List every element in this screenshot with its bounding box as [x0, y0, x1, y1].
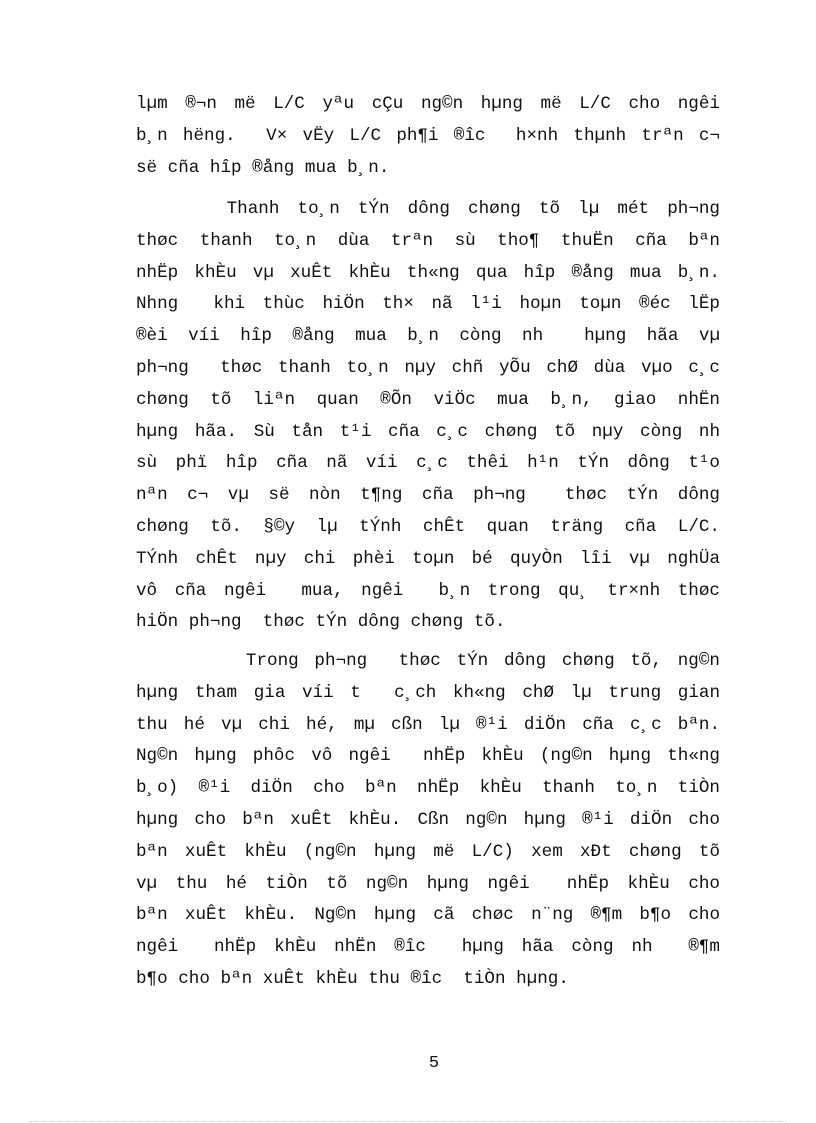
- paragraph-line: vô cña ngêi mua, ngêi b¸n trong qu¸ tr×nh thøc: [136, 580, 720, 601]
- paragraph-line: hµng cho bªn xuÊt khÈu. Cßn ng©n hµng ®¹i diÖn cho: [136, 809, 720, 830]
- page-number: 5: [428, 1054, 440, 1073]
- paragraph-line: Ng©n hµng phôc vô ngêi nhËp khÈu (ng©n hµng th«ng: [136, 746, 720, 767]
- paragraph-line: nhËp khÈu vµ xuÊt khÈu th«ng qua hîp ®ång mua b¸n.: [136, 262, 720, 283]
- paragraph-line: nªn c¬ vµ së nòn t¶ng cña ph¬ng thøc tÝn dông: [136, 485, 720, 506]
- paragraph-line: thu hé vµ chi hé, mµ cßn lµ ®¹i diÖn cña c¸c bªn.: [136, 714, 720, 735]
- paragraph-line: bªn xuÊt khÈu (ng©n hµng më L/C) xem xÐt chøng tõ: [136, 841, 720, 862]
- paragraph-line: Thanh to¸n tÝn dông chøng tõ lµ mét ph¬ng: [136, 199, 720, 219]
- paragraph-line: b¶o cho bªn xuÊt khÈu thu ®îc tiÒn hµng.: [136, 968, 569, 989]
- paragraph-line: hµng hãa. Sù tån t¹i cña c¸c chøng tõ nµy còng nh: [136, 421, 720, 442]
- paragraph-line: chøng tõ liªn quan ®Õn viÖc mua b¸n, giao nhËn: [136, 389, 720, 410]
- paragraph-2: [136, 194, 720, 639]
- paragraph-line: ph¬ng thøc thanh to¸n nµy chñ yÕu chØ dùa vµo c¸c: [136, 357, 720, 378]
- paragraph-line: bªn xuÊt khÈu. Ng©n hµng cã chøc n¨ng ®¶m b¶o cho: [136, 905, 720, 926]
- paragraph-line: Trong ph¬ng thøc tÝn dông chøng tõ, ng©n: [136, 651, 720, 671]
- paragraph-3: [136, 646, 720, 996]
- paragraph-line: lµm ®¬n më L/C yªu cÇu ng©n hµng më L/C cho ngêi: [136, 94, 720, 114]
- paragraph-line: b¸n hëng. V× vËy L/C ph¶i ®îc h×nh thµnh trªn c¬: [136, 125, 720, 146]
- paragraph-line: ®èi víi hîp ®ång mua b¸n còng nh hµng hãa vµ: [136, 326, 720, 347]
- page-bottom-divider: [30, 1121, 786, 1122]
- paragraph-line: hµng tham gia víi t c¸ch kh«ng chØ lµ trung gian: [136, 682, 720, 703]
- paragraph-line: hiÖn ph¬ng thøc tÝn dông chøng tõ.: [136, 612, 506, 633]
- paragraph-line: thøc thanh to¸n dùa trªn sù tho¶ thuËn cña bªn: [136, 230, 720, 251]
- paragraph-line: b¸o) ®¹i diÖn cho bªn nhËp khÈu thanh to¸n tiÒn: [136, 778, 720, 799]
- paragraph-1: [136, 89, 720, 184]
- paragraph-line: ngêi nhËp khÈu nhËn ®îc hµng hãa còng nh ®¶m: [136, 937, 720, 958]
- paragraph-line: sù phï hîp cña nã víi c¸c thêi h¹n tÝn dông t¹o: [136, 453, 720, 474]
- paragraph-line: së cña hîp ®ång mua b¸n.: [136, 157, 390, 178]
- paragraph-line: chøng tõ. §©y lµ tÝnh chÊt quan träng cña L/C.: [136, 516, 720, 537]
- paragraph-line: TÝnh chÊt nµy chi phèi toµn bé quyÒn lîi vµ nghÜa: [136, 548, 720, 569]
- paragraph-line: vµ thu hé tiÒn tõ ng©n hµng ngêi nhËp khÈu cho: [136, 873, 720, 894]
- paragraph-line: Nhng khi thùc hiÖn th× nã l¹i hoµn toµn ®éc lËp: [136, 294, 720, 315]
